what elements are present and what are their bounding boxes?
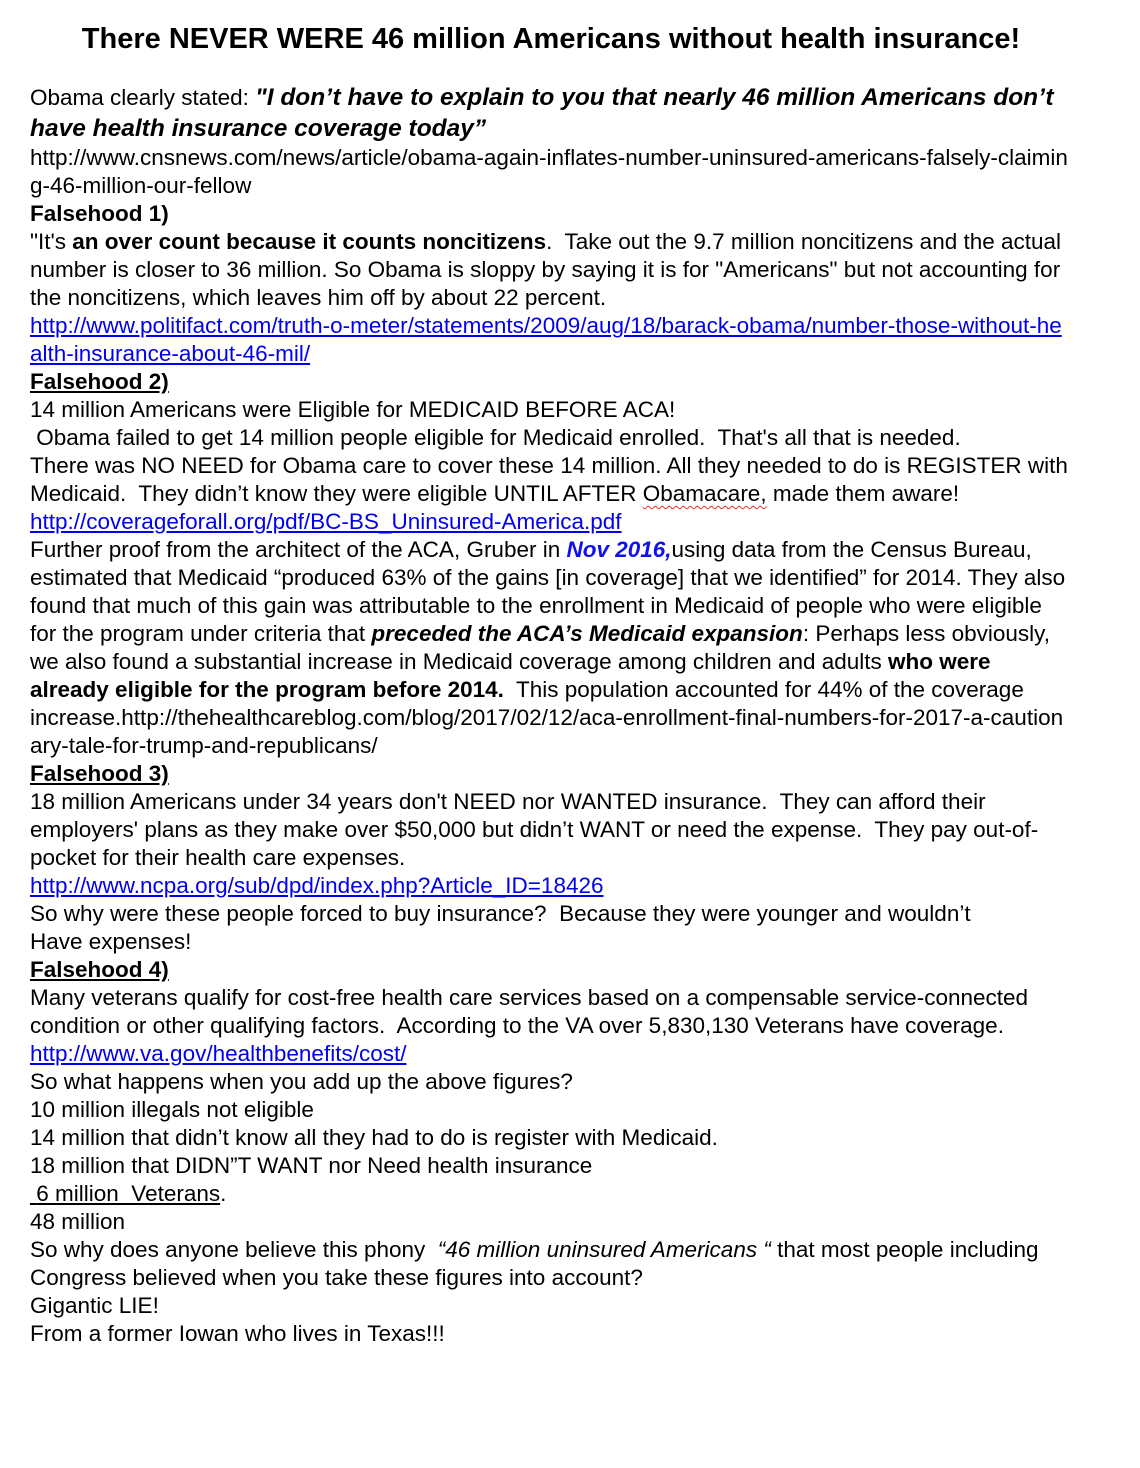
page-title: There NEVER WERE 46 million Americans without health insurance! (81, 23, 1021, 55)
politifact-link[interactable]: http://www.politifact.com/truth-o-meter/statements/2009/aug/18/barack-obama/number-those-without-health-insurance-about-46-mil/ (30, 313, 1062, 366)
nov-2016-highlight: Nov 2016, (566, 537, 672, 562)
ncpa-link-line (30, 872, 1072, 900)
text-run: This population accounted for 44% of the coverage increase. (30, 677, 1031, 730)
text-run: using data from the Census Bureau, estimated that Medicaid “produced 63% of the gains [in coverage] that we identified” for 2014. They also found that much of this gain was attributable to the enrollment in Medicaid of people who were eligible for the program under criteria that (30, 537, 1072, 646)
falsehood-3-question-line-2: Have expenses! (30, 929, 192, 954)
text-run: So why does anyone believe this phony (30, 1237, 438, 1262)
va-link[interactable]: http://www.va.gov/healthbenefits/cost/ (30, 1041, 407, 1066)
text-run: . Take out the 9.7 million noncitizens and the actual number is closer to 36 million. So Obama is sloppy by saying it is for "Americans" but not accounting for the noncitizens, which leaves him off by about 22 percent. (30, 229, 1068, 310)
already-eligible-emphasis: who were already eligible for the program before 2014. (30, 649, 997, 702)
summary-item-veterans (30, 1180, 1072, 1208)
text-run: . (220, 1181, 227, 1206)
misspelled-word: Obamacare, (642, 481, 767, 506)
text-run: : Perhaps less obviously, we also found a substantial increase in Medicaid coverage among children and adults (30, 621, 1057, 674)
overcount-claim: an over count because it counts noncitizens (72, 229, 547, 254)
falsehood-3-paragraph: 18 million Americans under 34 years don't NEED nor WANTED insurance. They can afford their employers' plans as they make over $50,000 but didn’t WANT or need the expense. They pay out-of-pocket for their health care expenses. (30, 789, 1039, 870)
summary-item-medicaid: 14 million that didn’t know all they had to do is register with Medicaid. (30, 1125, 718, 1150)
falsehood-1-paragraph (30, 228, 1072, 312)
obama-quote: "I don’t have to explain to you that nearly 46 million Americans don’t have health insurance coverage today” (30, 84, 1061, 142)
coverageforall-link[interactable]: http://coverageforall.org/pdf/BC-BS_Uninsured-America.pdf (30, 509, 622, 534)
falsehood-3-question-line-1: So why were these people forced to buy insurance? Because they were younger and wouldn’t (30, 901, 971, 926)
coverageforall-link-line (30, 508, 1072, 536)
ncpa-link[interactable]: http://www.ncpa.org/sub/dpd/index.php?Article_ID=18426 (30, 873, 604, 898)
falsehood-2-line-1: 14 million Americans were Eligible for MEDICAID BEFORE ACA! (30, 397, 676, 422)
closing-signoff: From a former Iowan who lives in Texas!!! (30, 1321, 445, 1346)
text-run: There was NO NEED for Obama care to cover these 14 million. All they needed to do is REGISTER with Medicaid. They didn’t know they were eligible UNTIL AFTER (30, 453, 1075, 506)
phony-quote: “46 million uninsured Americans “ (437, 1237, 771, 1262)
summary-intro: So what happens when you add up the above figures? (30, 1069, 573, 1094)
summary-item-illegals: 10 million illegals not eligible (30, 1097, 314, 1122)
preceded-aca-emphasis: preceded the ACA’s Medicaid expansion (371, 621, 803, 646)
text-run: made them aware! (766, 481, 960, 506)
closing-lie: Gigantic LIE! (30, 1293, 159, 1318)
politifact-link-line (30, 312, 1072, 368)
text-run: Further proof from the architect of the ACA, Gruber in (30, 537, 567, 562)
falsehood-4-heading: Falsehood 4) (30, 957, 169, 982)
healthcareblog-url: http://thehealthcareblog.com/blog/2017/02/12/aca-enrollment-final-numbers-for-2017-a-cautionary-tale-for-trump-and-republicans/ (30, 705, 1064, 758)
text-run: "It's (30, 229, 73, 254)
falsehood-3-heading: Falsehood 3) (30, 761, 169, 786)
falsehood-1-heading: Falsehood 1) (30, 201, 169, 226)
summary-item-didnt-want: 18 million that DIDN”T WANT nor Need health insurance (30, 1153, 593, 1178)
gruber-paragraph (30, 536, 1072, 760)
falsehood-2-paragraph (30, 452, 1075, 508)
closing-question (30, 1236, 1072, 1292)
falsehood-2-heading: Falsehood 2) (30, 369, 169, 394)
va-link-line (30, 1040, 1072, 1068)
falsehood-2-line-2: Obama failed to get 14 million people eligible for Medicaid enrolled. That's all that is needed. (30, 425, 961, 450)
text-run: that most people including Congress believed when you take these figures into account? (30, 1237, 1045, 1290)
cnsnews-url: http://www.cnsnews.com/news/article/obama-again-inflates-number-uninsured-americans-falsely-claiming-46-million-our-fellow (30, 145, 1068, 198)
intro-lead: Obama clearly stated: (30, 85, 256, 110)
summary-total: 48 million (30, 1209, 126, 1234)
falsehood-4-paragraph: Many veterans qualify for cost-free health care services based on a compensable service-connected condition or other qualifying factors. According to the VA over 5,830,130 Veterans have coverage. (30, 985, 1035, 1038)
veterans-sum-line: 6 million Veterans (30, 1181, 221, 1206)
intro-paragraph (30, 82, 1072, 144)
